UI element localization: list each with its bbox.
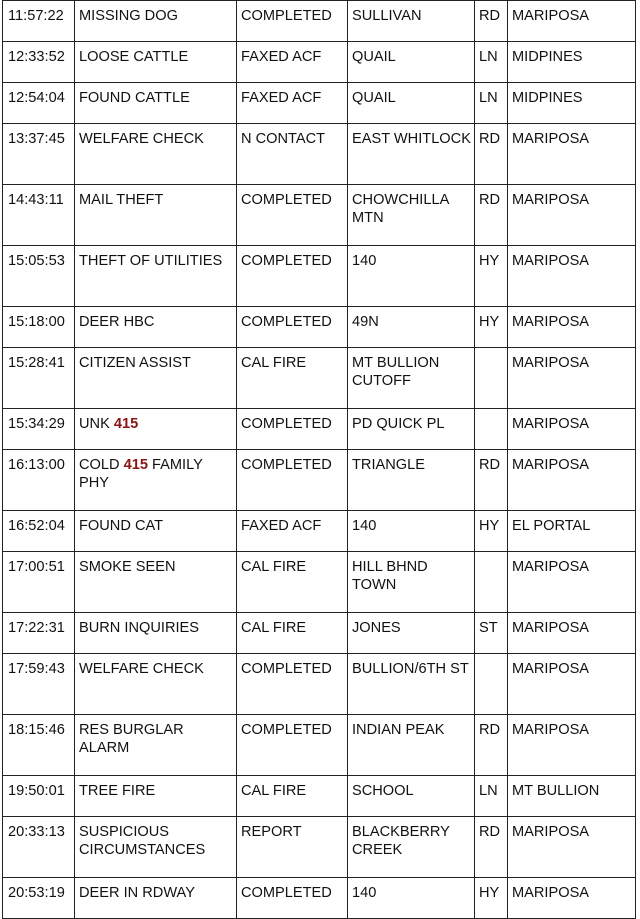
disposition-cell: CAL FIRE xyxy=(237,776,348,817)
disposition-cell: COMPLETED xyxy=(237,409,348,450)
incident-cell: THEFT OF UTILITIES xyxy=(75,246,237,307)
incident-cell: LOOSE CATTLE xyxy=(75,42,237,83)
incident-cell: MISSING DOG xyxy=(75,1,237,42)
suffix-cell xyxy=(475,348,508,409)
call-code: 415 xyxy=(123,457,148,473)
incident-cell: SMOKE SEEN xyxy=(75,552,237,613)
city-cell: MARIPOSA xyxy=(508,409,636,450)
incident-cell: WELFARE CHECK xyxy=(75,654,237,715)
suffix-cell: LN xyxy=(475,776,508,817)
table-row xyxy=(3,613,636,654)
incident-text: COLD xyxy=(79,457,124,473)
table-row xyxy=(3,348,636,409)
street-cell: CHOWCHILLA MTN xyxy=(348,185,475,246)
disposition-cell: CAL FIRE xyxy=(237,348,348,409)
street-cell: 140 xyxy=(348,511,475,552)
table-row xyxy=(3,552,636,613)
time-cell: 20:53:19 xyxy=(3,878,75,919)
disposition-cell: COMPLETED xyxy=(237,878,348,919)
time-cell: 17:22:31 xyxy=(3,613,75,654)
incident-cell xyxy=(75,450,237,511)
time-cell: 15:34:29 xyxy=(3,409,75,450)
time-cell: 14:43:11 xyxy=(3,185,75,246)
street-cell: SCHOOL xyxy=(348,776,475,817)
table-row xyxy=(3,409,636,450)
incident-cell: FOUND CAT xyxy=(75,511,237,552)
street-cell: JONES xyxy=(348,613,475,654)
suffix-cell: HY xyxy=(475,246,508,307)
city-cell: MIDPINES xyxy=(508,83,636,124)
suffix-cell xyxy=(475,654,508,715)
suffix-cell xyxy=(475,552,508,613)
time-cell: 16:13:00 xyxy=(3,450,75,511)
table-row xyxy=(3,83,636,124)
disposition-cell: CAL FIRE xyxy=(237,552,348,613)
table-row xyxy=(3,42,636,83)
time-cell: 13:37:45 xyxy=(3,124,75,185)
suffix-cell: RD xyxy=(475,715,508,776)
time-cell: 11:57:22 xyxy=(3,1,75,42)
city-cell: MARIPOSA xyxy=(508,552,636,613)
street-cell: QUAIL xyxy=(348,42,475,83)
disposition-cell: COMPLETED xyxy=(237,654,348,715)
city-cell: MARIPOSA xyxy=(508,246,636,307)
disposition-cell: FAXED ACF xyxy=(237,511,348,552)
incident-cell: DEER IN RDWAY xyxy=(75,878,237,919)
incident-text: UNK xyxy=(79,416,114,432)
incident-text: FAMILY PHY xyxy=(79,457,203,491)
city-cell: MARIPOSA xyxy=(508,878,636,919)
suffix-cell: RD xyxy=(475,1,508,42)
disposition-cell: COMPLETED xyxy=(237,307,348,348)
disposition-cell: COMPLETED xyxy=(237,450,348,511)
incident-cell: RES BURGLAR ALARM xyxy=(75,715,237,776)
city-cell: MARIPOSA xyxy=(508,348,636,409)
suffix-cell: RD xyxy=(475,817,508,878)
incident-cell: WELFARE CHECK xyxy=(75,124,237,185)
street-cell: HILL BHND TOWN xyxy=(348,552,475,613)
city-cell: MIDPINES xyxy=(508,42,636,83)
suffix-cell: RD xyxy=(475,450,508,511)
incident-cell: BURN INQUIRIES xyxy=(75,613,237,654)
time-cell: 18:15:46 xyxy=(3,715,75,776)
incident-cell: FOUND CATTLE xyxy=(75,83,237,124)
incident-cell: SUSPICIOUS CIRCUMSTANCES xyxy=(75,817,237,878)
disposition-cell: N CONTACT xyxy=(237,124,348,185)
table-row xyxy=(3,246,636,307)
incident-cell: MAIL THEFT xyxy=(75,185,237,246)
street-cell: 140 xyxy=(348,246,475,307)
incident-cell: TREE FIRE xyxy=(75,776,237,817)
disposition-cell: CAL FIRE xyxy=(237,613,348,654)
disposition-cell: FAXED ACF xyxy=(237,42,348,83)
city-cell: MARIPOSA xyxy=(508,613,636,654)
suffix-cell: RD xyxy=(475,124,508,185)
city-cell: EL PORTAL xyxy=(508,511,636,552)
disposition-cell: COMPLETED xyxy=(237,246,348,307)
table-row xyxy=(3,878,636,919)
street-cell: INDIAN PEAK xyxy=(348,715,475,776)
suffix-cell: RD xyxy=(475,185,508,246)
table-row xyxy=(3,817,636,878)
city-cell: MARIPOSA xyxy=(508,715,636,776)
city-cell: MARIPOSA xyxy=(508,185,636,246)
time-cell: 17:00:51 xyxy=(3,552,75,613)
call-code: 415 xyxy=(113,416,139,432)
disposition-cell: REPORT xyxy=(237,817,348,878)
street-cell: BLACKBERRY CREEK xyxy=(348,817,475,878)
street-cell: 49N xyxy=(348,307,475,348)
city-cell: MARIPOSA xyxy=(508,307,636,348)
time-cell: 12:33:52 xyxy=(3,42,75,83)
disposition-cell: COMPLETED xyxy=(237,715,348,776)
table-row xyxy=(3,715,636,776)
table-row xyxy=(3,654,636,715)
table-row xyxy=(3,450,636,511)
suffix-cell: LN xyxy=(475,42,508,83)
city-cell: MT BULLION xyxy=(508,776,636,817)
city-cell: MARIPOSA xyxy=(508,124,636,185)
call-log-table xyxy=(2,0,636,919)
street-cell: TRIANGLE xyxy=(348,450,475,511)
time-cell: 16:52:04 xyxy=(3,511,75,552)
time-cell: 15:18:00 xyxy=(3,307,75,348)
suffix-cell: HY xyxy=(475,307,508,348)
street-cell: EAST WHITLOCK xyxy=(348,124,475,185)
street-cell: 140 xyxy=(348,878,475,919)
disposition-cell: COMPLETED xyxy=(237,1,348,42)
table-row xyxy=(3,1,636,42)
city-cell: MARIPOSA xyxy=(508,1,636,42)
disposition-cell: FAXED ACF xyxy=(237,83,348,124)
street-cell: PD QUICK PL xyxy=(348,409,475,450)
city-cell: MARIPOSA xyxy=(508,450,636,511)
incident-cell: DEER HBC xyxy=(75,307,237,348)
table-row xyxy=(3,776,636,817)
time-cell: 12:54:04 xyxy=(3,83,75,124)
suffix-cell: HY xyxy=(475,878,508,919)
incident-cell: CITIZEN ASSIST xyxy=(75,348,237,409)
table-row xyxy=(3,307,636,348)
street-cell: QUAIL xyxy=(348,83,475,124)
suffix-cell: ST xyxy=(475,613,508,654)
street-cell: MT BULLION CUTOFF xyxy=(348,348,475,409)
disposition-cell: COMPLETED xyxy=(237,185,348,246)
street-cell: BULLION/6TH ST xyxy=(348,654,475,715)
suffix-cell: LN xyxy=(475,83,508,124)
city-cell: MARIPOSA xyxy=(508,654,636,715)
time-cell: 17:59:43 xyxy=(3,654,75,715)
city-cell: MARIPOSA xyxy=(508,817,636,878)
time-cell: 19:50:01 xyxy=(3,776,75,817)
suffix-cell: HY xyxy=(475,511,508,552)
time-cell: 15:05:53 xyxy=(3,246,75,307)
suffix-cell xyxy=(475,409,508,450)
time-cell: 20:33:13 xyxy=(3,817,75,878)
table-row xyxy=(3,185,636,246)
table-row xyxy=(3,124,636,185)
table-row xyxy=(3,511,636,552)
incident-cell xyxy=(75,409,237,450)
street-cell: SULLIVAN xyxy=(348,1,475,42)
time-cell: 15:28:41 xyxy=(3,348,75,409)
